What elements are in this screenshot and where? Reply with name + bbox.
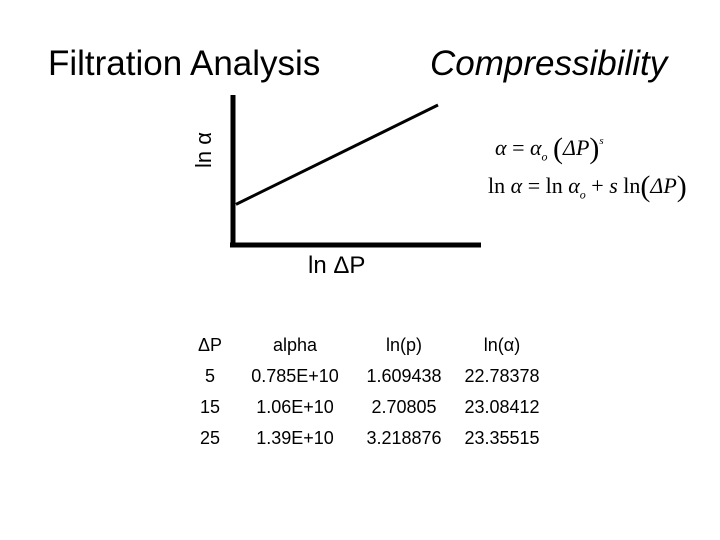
log-form-equation: $\ln \alpha = \ln \alpha_o + s$ ln(ΔP) (488, 170, 687, 203)
header-delta-p: ΔP (197, 335, 223, 355)
table-cell: 1.06E+10 (256, 397, 334, 417)
header-ln-p: ln(p) (385, 335, 422, 355)
chart-x-axis-label: ln ΔP (308, 252, 366, 279)
power-law-equation: $\alpha = \alpha_o$ $(\Delta P)^s$ (495, 132, 604, 165)
table-cell: 22.78378 (464, 366, 540, 386)
header-ln-alpha: ln(α) (483, 335, 521, 355)
table-cell: 0.785E+10 (251, 366, 339, 386)
chart-plot (226, 95, 486, 251)
table-row (180, 423, 546, 454)
table-cell: 23.08412 (464, 397, 540, 417)
table-cell: 1.609438 (366, 366, 442, 386)
table-cell: 3.218876 (366, 428, 442, 448)
slide-title: Filtration Analysis (48, 44, 321, 83)
table-header-row (180, 330, 546, 361)
chart-series-line (236, 105, 438, 204)
table-row (180, 361, 546, 392)
table-row (180, 392, 546, 423)
table-cell: 1.39E+10 (256, 428, 334, 448)
table-cell: 5 (204, 366, 215, 386)
table-cell: 23.35515 (464, 428, 540, 448)
table-cell: 15 (199, 397, 221, 417)
table-cell: 2.70805 (371, 397, 437, 417)
slide-subtitle: Compressibility (430, 44, 668, 83)
data-table (180, 330, 546, 454)
table-cell: 25 (199, 428, 221, 448)
chart-y-axis-label: ln α (191, 132, 216, 168)
header-alpha: alpha (272, 335, 318, 355)
